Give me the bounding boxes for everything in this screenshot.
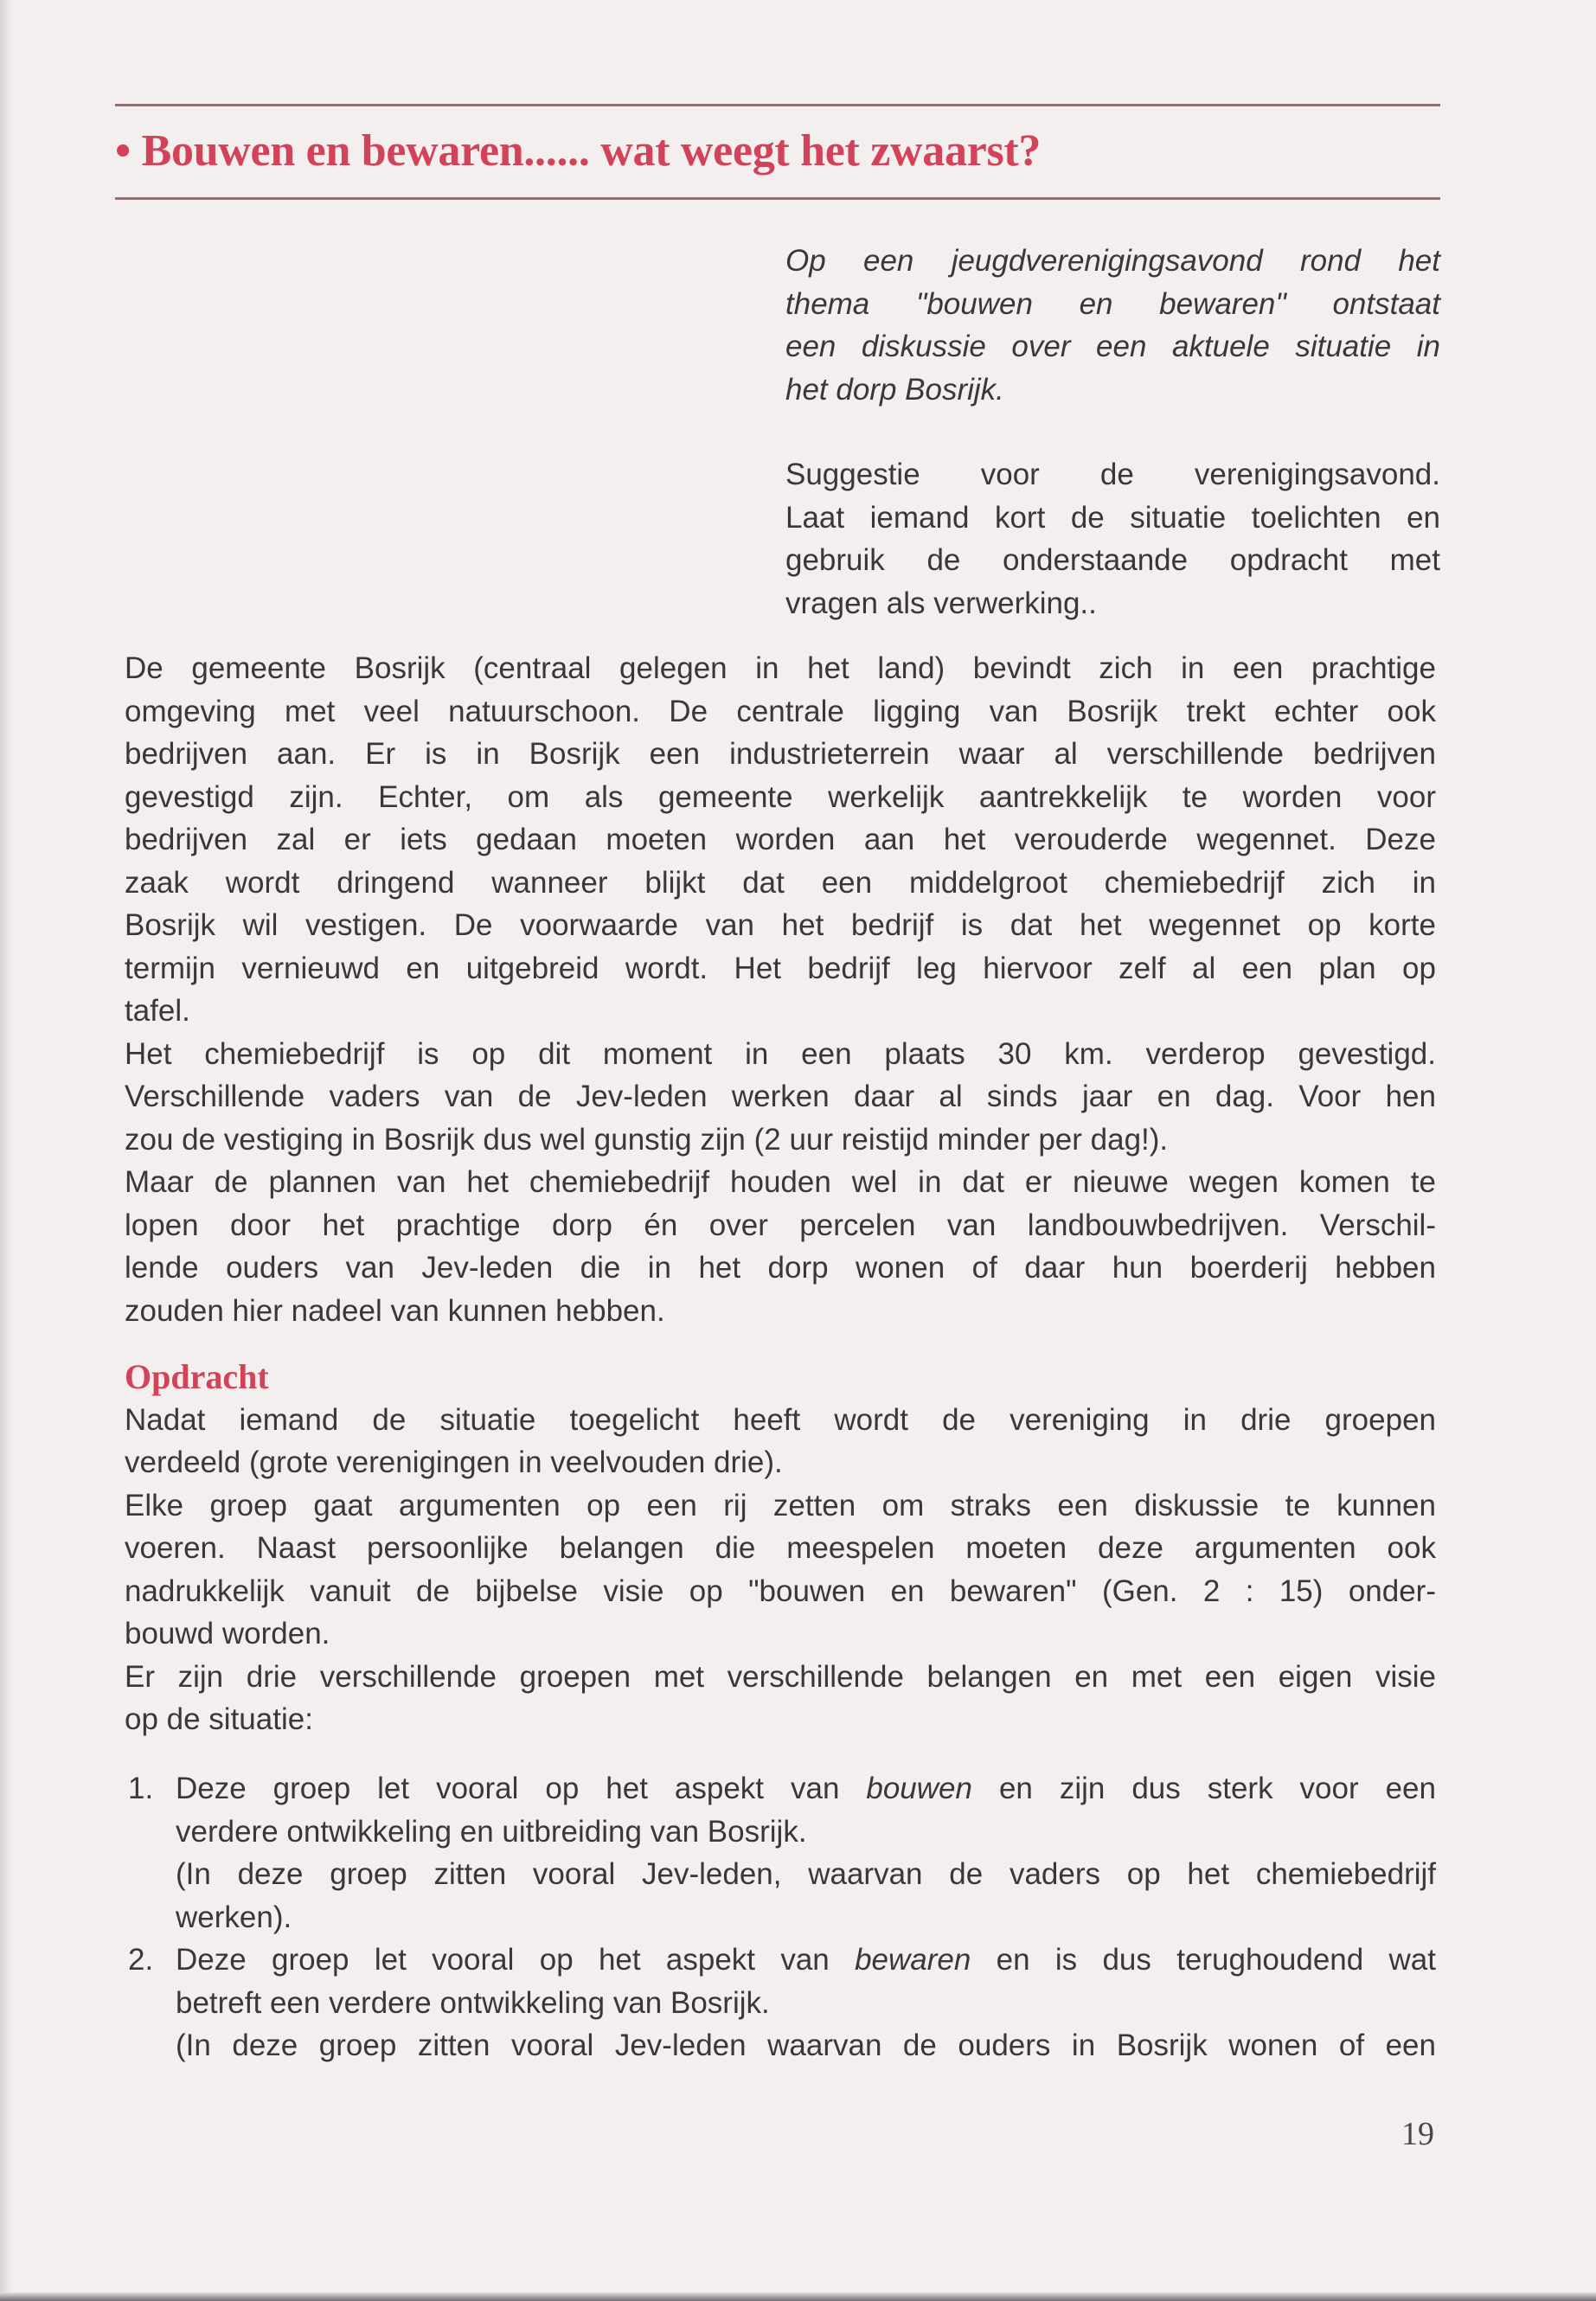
- text-line: zouden hier nadeel van kunnen hebben.: [125, 1293, 665, 1328]
- text-line: [176, 1811, 1436, 1854]
- text-segment: en is dus terughoudend wat: [971, 1943, 1436, 1977]
- text-line: vragen als verwerking..: [785, 586, 1097, 620]
- text-line: termijn vernieuwd en uitgebreid wordt. Het bedrijf leg hiervoor zelf al een plan op: [125, 951, 1436, 985]
- emphasized-word: bouwen: [866, 1772, 972, 1805]
- paragraph: [125, 1399, 1436, 1484]
- text-line: zou de vestiging in Bosrijk dus wel gunstig zijn (2 uur reistijd minder per dag!).: [125, 1122, 1169, 1157]
- list-number: 2.: [128, 1943, 154, 1977]
- text-line: lopen door het prachtige dorp én over percelen van landbouwbedrijven. Verschil-: [125, 1208, 1436, 1242]
- text-line: een diskussie over een aktuele situatie in: [785, 330, 1440, 363]
- title-bottom-rule: [115, 197, 1440, 200]
- text-line: Het chemiebedrijf is op dit moment in een plaats 30 km. verderop gevestigd.: [125, 1036, 1436, 1071]
- text-line: tafel.: [125, 994, 190, 1028]
- text-line: Bosrijk wil vestigen. De voorwaarde van het bedrijf is dat het wegennet op korte: [125, 908, 1436, 942]
- text-line: gebruik de onderstaande opdracht met: [785, 543, 1440, 577]
- text-line: bedrijven aan. Er is in Bosrijk een industrieterrein waar al verschillende bedrijven: [125, 737, 1436, 771]
- page-title: • Bouwen en bewaren...... wat weegt het zwaarst?: [115, 126, 1042, 176]
- text-line: Elke groep gaat argumenten op een rij zetten om straks een diskussie te kunnen: [125, 1488, 1436, 1522]
- text-line: Laat iemand kort de situatie toelichten en: [785, 500, 1440, 535]
- text-line: Maar de plannen van het chemiebedrijf houden wel in dat er nieuwe wegen komen te: [125, 1165, 1436, 1199]
- emphasized-word: bewaren: [855, 1943, 971, 1977]
- text-line: voeren. Naast persoonlijke belangen die meespelen moeten deze argumenten ook: [125, 1531, 1436, 1565]
- text-line: thema "bouwen en bewaren" ontstaat: [785, 286, 1440, 321]
- text-line: het dorp Bosrijk.: [785, 372, 1004, 407]
- text-line: omgeving met veel natuurschoon. De centrale ligging van Bosrijk trekt echter ook: [125, 694, 1436, 728]
- text-line: De gemeente Bosrijk (centraal gelegen in het land) bevindt zich in een prachtige: [125, 651, 1436, 685]
- text-line: [176, 1853, 1436, 1896]
- page-number: 19: [1401, 2116, 1434, 2152]
- scan-edge-shadow: [0, 0, 12, 2301]
- paragraph: [125, 1033, 1436, 1162]
- text-line: [176, 1939, 1436, 1982]
- text-line: Er zijn drie verschillende groepen met verschillende belangen en met een eigen visie: [125, 1659, 1436, 1694]
- paragraph: [125, 1656, 1436, 1741]
- suggestion-text: [785, 453, 1440, 625]
- text-line: gevestigd zijn. Echter, om als gemeente werkelijk aantrekkelijk te worden voor: [125, 779, 1436, 814]
- scan-bottom-edge: [0, 2292, 1596, 2301]
- assignment-section: [125, 1356, 1436, 1741]
- text-segment: (In deze groep zitten vooral Jev-leden waarvan de ouders in Bosrijk wonen of een: [176, 2029, 1436, 2062]
- text-line: bedrijven zal er iets gedaan moeten worden aan het verouderde wegennet. Deze: [125, 823, 1436, 856]
- assignment-text: [125, 1399, 1436, 1741]
- list-item: [128, 1767, 1436, 1939]
- list-number: 1.: [128, 1772, 154, 1805]
- body-text: [125, 647, 1436, 1332]
- top-rule: [115, 104, 1440, 106]
- text-line: nadrukkelijk vanuit de bijbelse visie op "bouwen en bewaren" (Gen. 2 : 15) onder-: [125, 1574, 1436, 1608]
- text-segment: verdere ontwikkeling en uitbreiding van Bosrijk.: [176, 1814, 807, 1849]
- list-item: [128, 1939, 1436, 2067]
- text-line: lende ouders van Jev-leden die in het dorp wonen of daar hun boerderij hebben: [125, 1251, 1436, 1285]
- text-line: verdeeld (grote verenigingen in veelvouden drie).: [125, 1445, 783, 1479]
- text-line: zaak wordt dringend wanneer blijkt dat een middelgroot chemiebedrijf zich in: [125, 865, 1436, 900]
- intro-text: [785, 240, 1440, 411]
- paragraph: [125, 1161, 1436, 1332]
- text-line: op de situatie:: [125, 1702, 313, 1736]
- text-line: Op een jeugdverenigingsavond rond het: [785, 244, 1440, 278]
- text-segment: (In deze groep zitten vooral Jev-leden, waarvan de vaders op het chemiebedrijf: [176, 1857, 1436, 1891]
- paragraph: [125, 647, 1436, 1033]
- text-line: [176, 1767, 1436, 1811]
- text-line: [176, 2024, 1436, 2067]
- text-segment: werken).: [176, 1900, 292, 1934]
- text-segment: en zijn dus sterk voor een: [971, 1772, 1436, 1805]
- text-line: Verschillende vaders van de Jev-leden werken daar al sinds jaar en dag. Voor hen: [125, 1080, 1436, 1113]
- text-segment: betreft een verdere ontwikkeling van Bosrijk.: [176, 1985, 770, 2020]
- text-line: Suggestie voor de verenigingsavond.: [785, 458, 1440, 491]
- text-line: bouwd worden.: [125, 1617, 330, 1650]
- text-line: [176, 1982, 1436, 2025]
- groups-list: [128, 1767, 1436, 2067]
- text-line: [176, 1896, 1436, 1939]
- paragraph: [125, 1484, 1436, 1656]
- assignment-heading: Opdracht: [125, 1357, 269, 1396]
- text-segment: Deze groep let vooral op het aspekt van: [176, 1943, 856, 1977]
- text-segment: Deze groep let vooral op het aspekt van: [176, 1772, 867, 1805]
- text-line: Nadat iemand de situatie toegelicht heeft wordt de vereniging in drie groepen: [125, 1402, 1436, 1437]
